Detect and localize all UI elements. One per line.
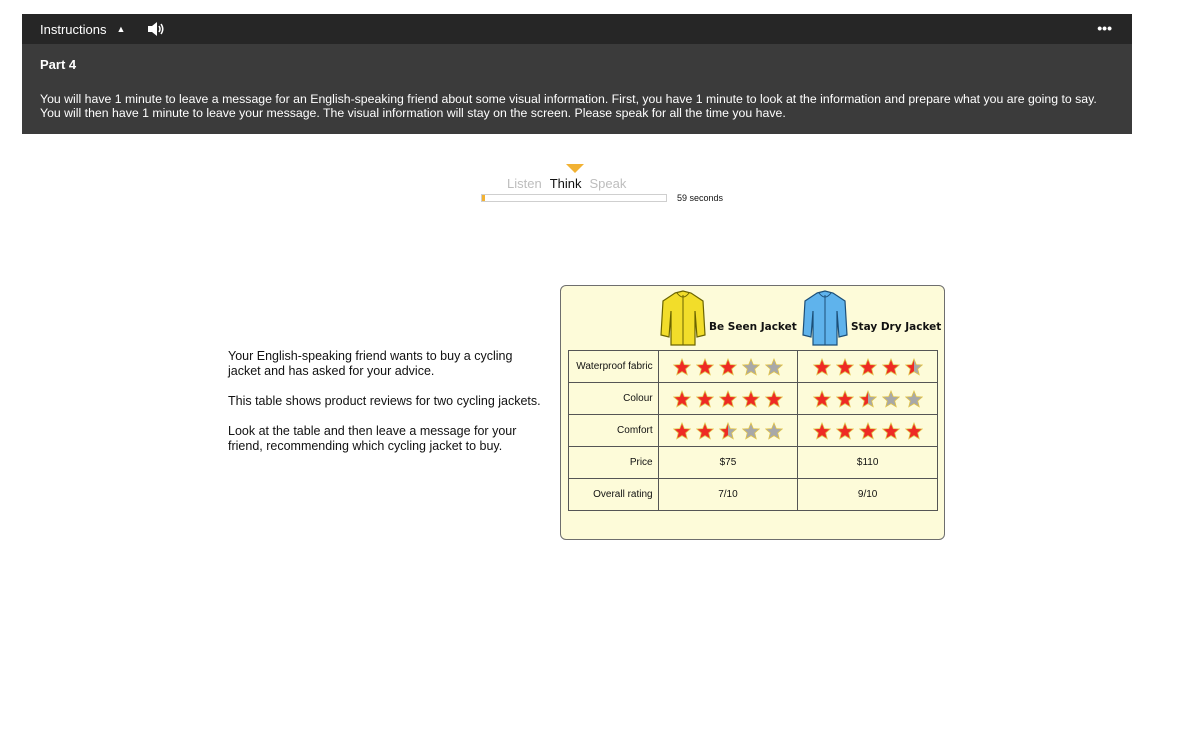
row-label: Comfort (569, 415, 659, 447)
instructions-label: Instructions (40, 21, 107, 37)
task-paragraph: Look at the table and then leave a message for your friend, recommending which cycling jacket to buy. (228, 424, 517, 453)
yellow-jacket-icon (659, 289, 707, 347)
star-rating (658, 383, 798, 415)
star-icon (742, 390, 760, 408)
star-icon (905, 390, 923, 408)
timer-progress-bar (481, 194, 667, 202)
star-icon (836, 390, 854, 408)
jacket-name-be-seen: Be Seen Jacket (709, 321, 797, 333)
jacket-header-be-seen (659, 289, 797, 347)
review-table (568, 350, 938, 511)
star-icon (719, 422, 737, 440)
star-icon (765, 358, 783, 376)
table-row (569, 415, 938, 447)
table-cell: $110 (798, 447, 938, 479)
step-listen: Listen (507, 176, 542, 191)
star-icon (696, 358, 714, 376)
star-icon (859, 358, 877, 376)
star-icon (813, 422, 831, 440)
stage-progress (480, 162, 740, 207)
star-icon (813, 358, 831, 376)
instructions-toggle[interactable] (40, 22, 125, 37)
more-options-icon[interactable]: ••• (1097, 20, 1112, 36)
star-icon (905, 422, 923, 440)
row-label: Price (569, 447, 659, 479)
star-icon (859, 422, 877, 440)
star-rating (658, 415, 798, 447)
blue-jacket-icon (801, 289, 849, 347)
table-cell: $75 (658, 447, 798, 479)
row-label: Waterproof fabric (569, 351, 659, 383)
star-rating (798, 383, 938, 415)
jacket-header-stay-dry (801, 289, 941, 347)
star-icon (765, 422, 783, 440)
timer-readout: 59 seconds (677, 193, 724, 203)
jacket-name-stay-dry: Stay Dry Jacket (851, 321, 942, 333)
star-icon (905, 358, 923, 376)
row-label: Overall rating (569, 479, 659, 511)
star-icon (742, 422, 760, 440)
star-icon (719, 390, 737, 408)
table-cell: 9/10 (798, 479, 938, 511)
stage-labels (507, 176, 626, 191)
instructions-text: You will have 1 minute to leave a message for an English-speaking friend about some visual information. First, you have 1 minute to look at the information and prepare what you are going to say. You will then have 1 minute to leave your message. The visual information will stay on the screen. Please speak for all the time you have. (40, 92, 1097, 120)
star-icon (719, 358, 737, 376)
task-paragraph: Your English-speaking friend wants to buy a cycling jacket and has asked for your advice. (228, 349, 513, 378)
star-icon (882, 390, 900, 408)
top-bar (22, 14, 1132, 44)
table-row (569, 447, 938, 479)
table-row (569, 479, 938, 511)
instructions-panel (22, 44, 1132, 134)
current-step-marker-icon (566, 164, 584, 173)
task-paragraph: This table shows product reviews for two cycling jackets. (228, 394, 541, 408)
row-label: Colour (569, 383, 659, 415)
star-icon (742, 358, 760, 376)
star-icon (696, 422, 714, 440)
star-rating (658, 351, 798, 383)
step-speak: Speak (589, 176, 627, 191)
caret-up-icon: ▲ (116, 24, 126, 34)
star-rating (798, 351, 938, 383)
star-icon (859, 390, 877, 408)
step-think: Think (549, 176, 582, 191)
product-review-card (560, 285, 945, 540)
star-icon (882, 422, 900, 440)
table-row (569, 383, 938, 415)
star-icon (765, 390, 783, 408)
table-row (569, 351, 938, 383)
star-icon (673, 422, 691, 440)
star-icon (696, 390, 714, 408)
table-cell: 7/10 (658, 479, 798, 511)
star-icon (882, 358, 900, 376)
star-rating (798, 415, 938, 447)
part-title: Part 4 (40, 57, 77, 72)
speaker-icon[interactable] (147, 21, 165, 37)
star-icon (813, 390, 831, 408)
star-icon (673, 390, 691, 408)
star-icon (673, 358, 691, 376)
star-icon (836, 422, 854, 440)
star-icon (836, 358, 854, 376)
timer-progress-fill (482, 195, 485, 201)
task-description (228, 349, 546, 469)
